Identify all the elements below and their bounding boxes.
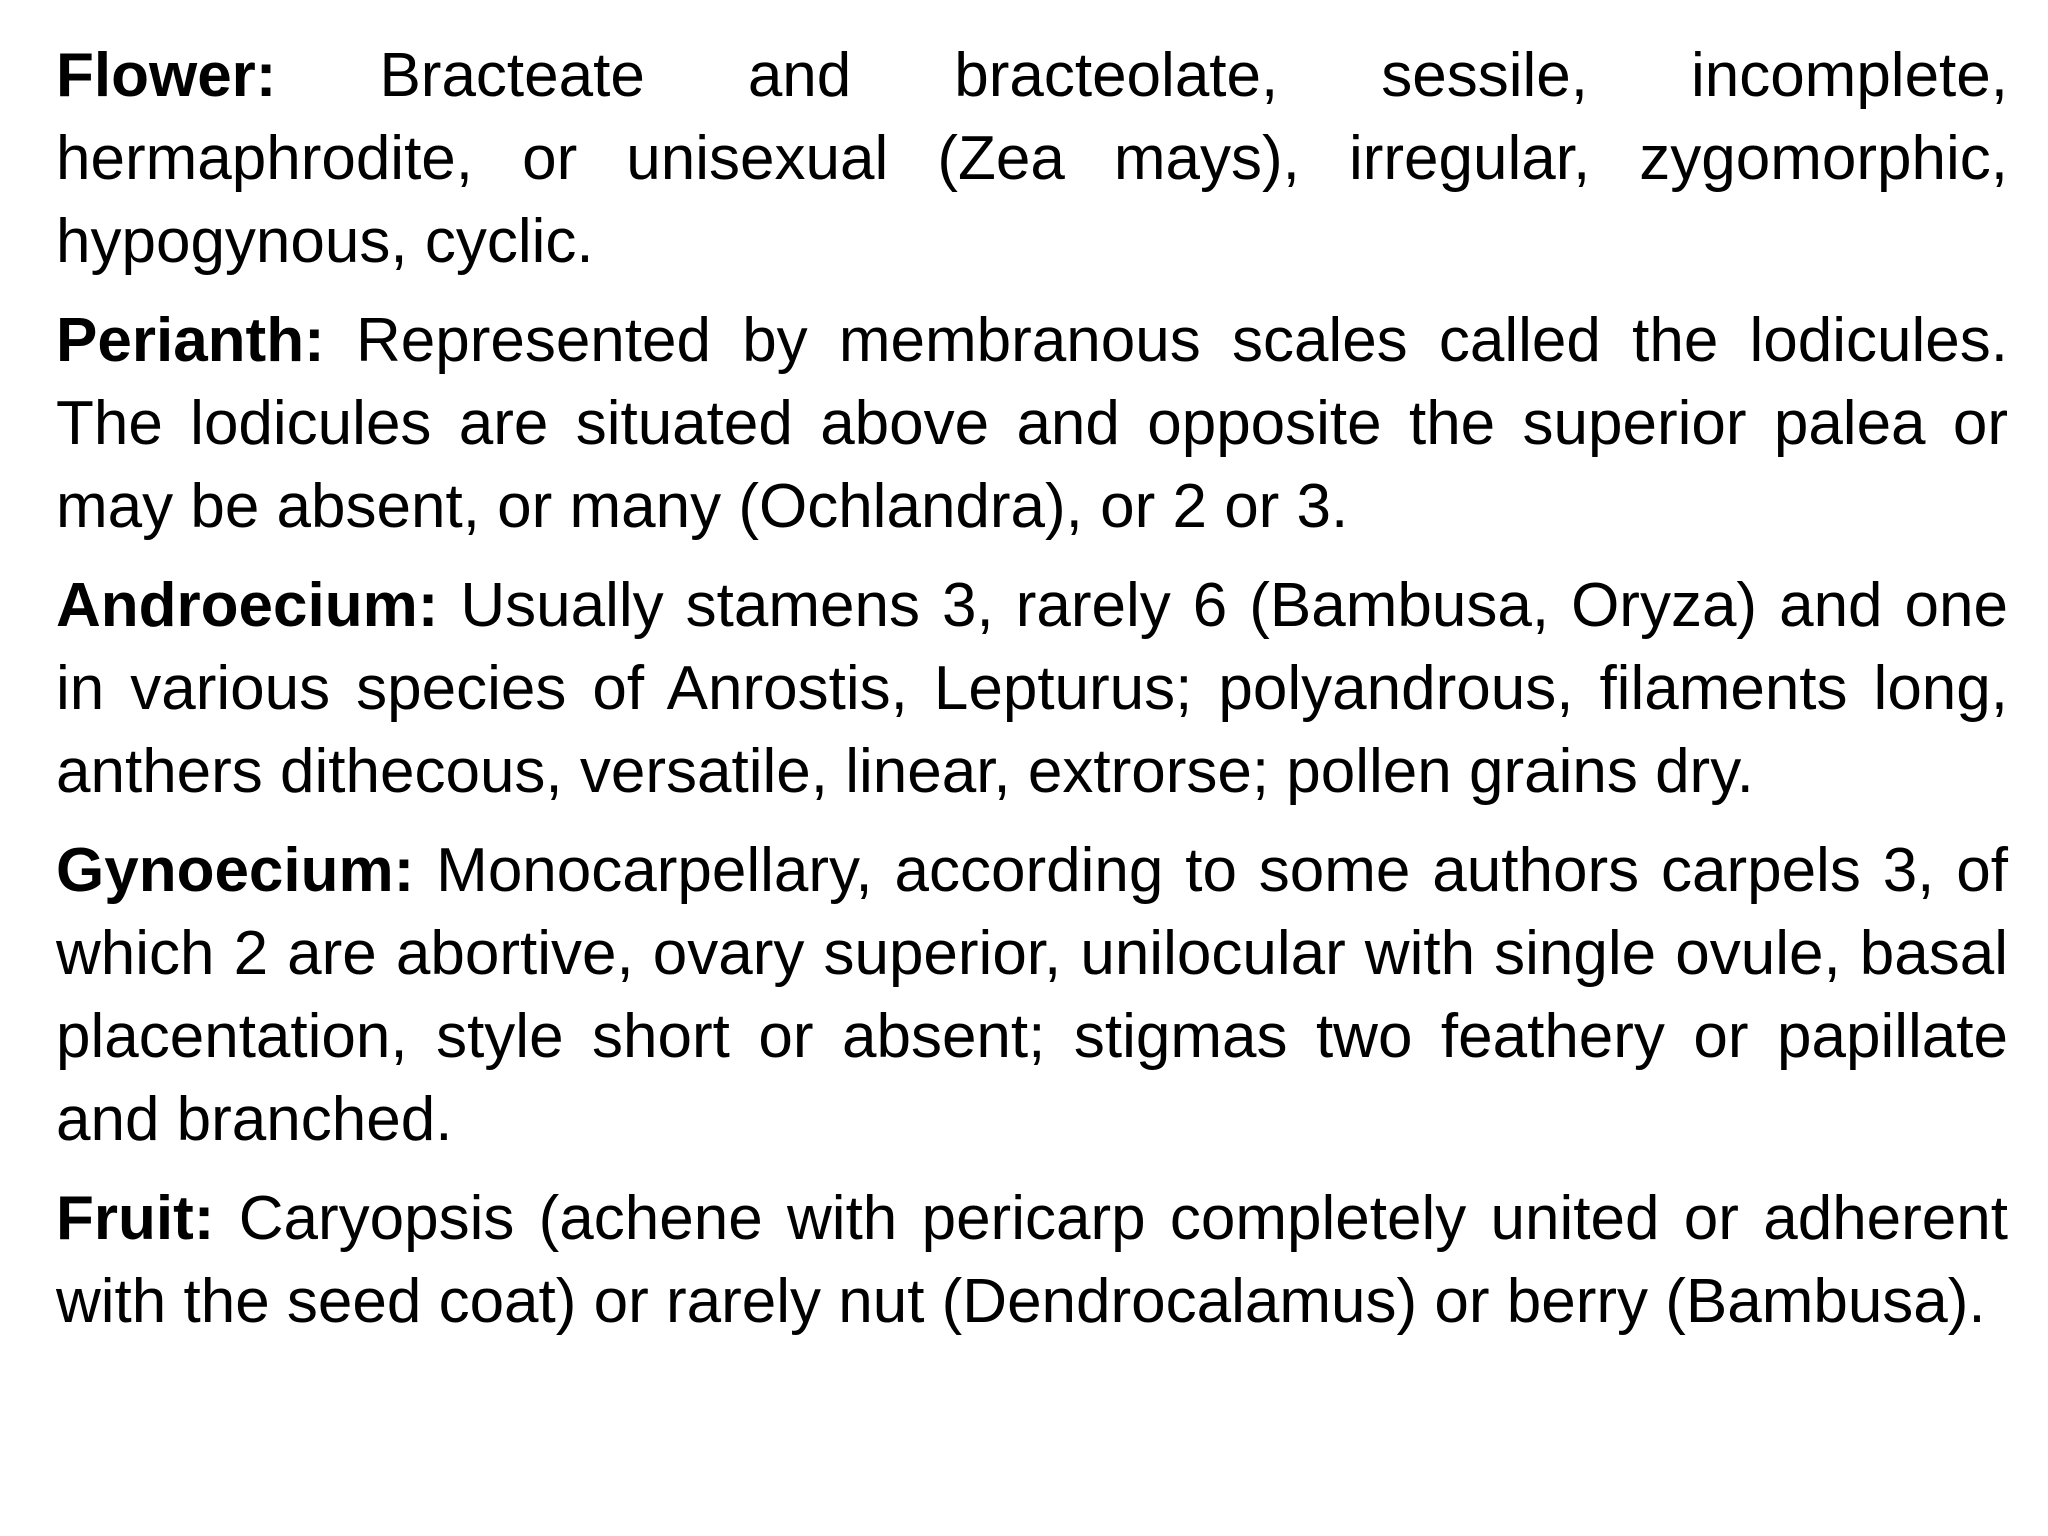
description-perianth: Represented by membranous scales called the lodicules. The lodicules are situated above and opposite the superior palea or may be absent, or many (Ochlandra), or 2 or 3.	[56, 306, 2008, 541]
term-flower: Flower:	[56, 41, 277, 110]
description-gynoecium: Monocarpellary, according to some authors carpels 3, of which 2 are abortive, ovary superior, unilocular with single ovule, basal placentation, style short or absent; stigmas two feathery or papillate and branched.	[56, 836, 2008, 1154]
description-flower: Bracteate and bracteolate, sessile, incomplete, hermaphrodite, or unisexual (Zea mays), irregular, zygomorphic, hypogynous, cyclic.	[56, 41, 2008, 276]
paragraph-gynoecium	[56, 829, 2008, 1161]
paragraph-fruit	[56, 1177, 2008, 1343]
description-androecium: Usually stamens 3, rarely 6 (Bambusa, Oryza) and one in various species of Anrostis, Lepturus; polyandrous, filaments long, anthers dithecous, versatile, linear, extrorse; pollen grains dry.	[56, 571, 2008, 806]
term-fruit: Fruit:	[56, 1184, 215, 1253]
paragraph-androecium	[56, 564, 2008, 813]
paragraph-flower	[56, 34, 2008, 283]
term-androecium: Androecium:	[56, 571, 439, 640]
paragraph-perianth	[56, 299, 2008, 548]
description-fruit: Caryopsis (achene with pericarp completely united or adherent with the seed coat) or rarely nut (Dendrocalamus) or berry (Bambusa).	[56, 1184, 2008, 1336]
term-gynoecium: Gynoecium:	[56, 836, 415, 905]
term-perianth: Perianth:	[56, 306, 325, 375]
slide-content	[56, 34, 2008, 1359]
